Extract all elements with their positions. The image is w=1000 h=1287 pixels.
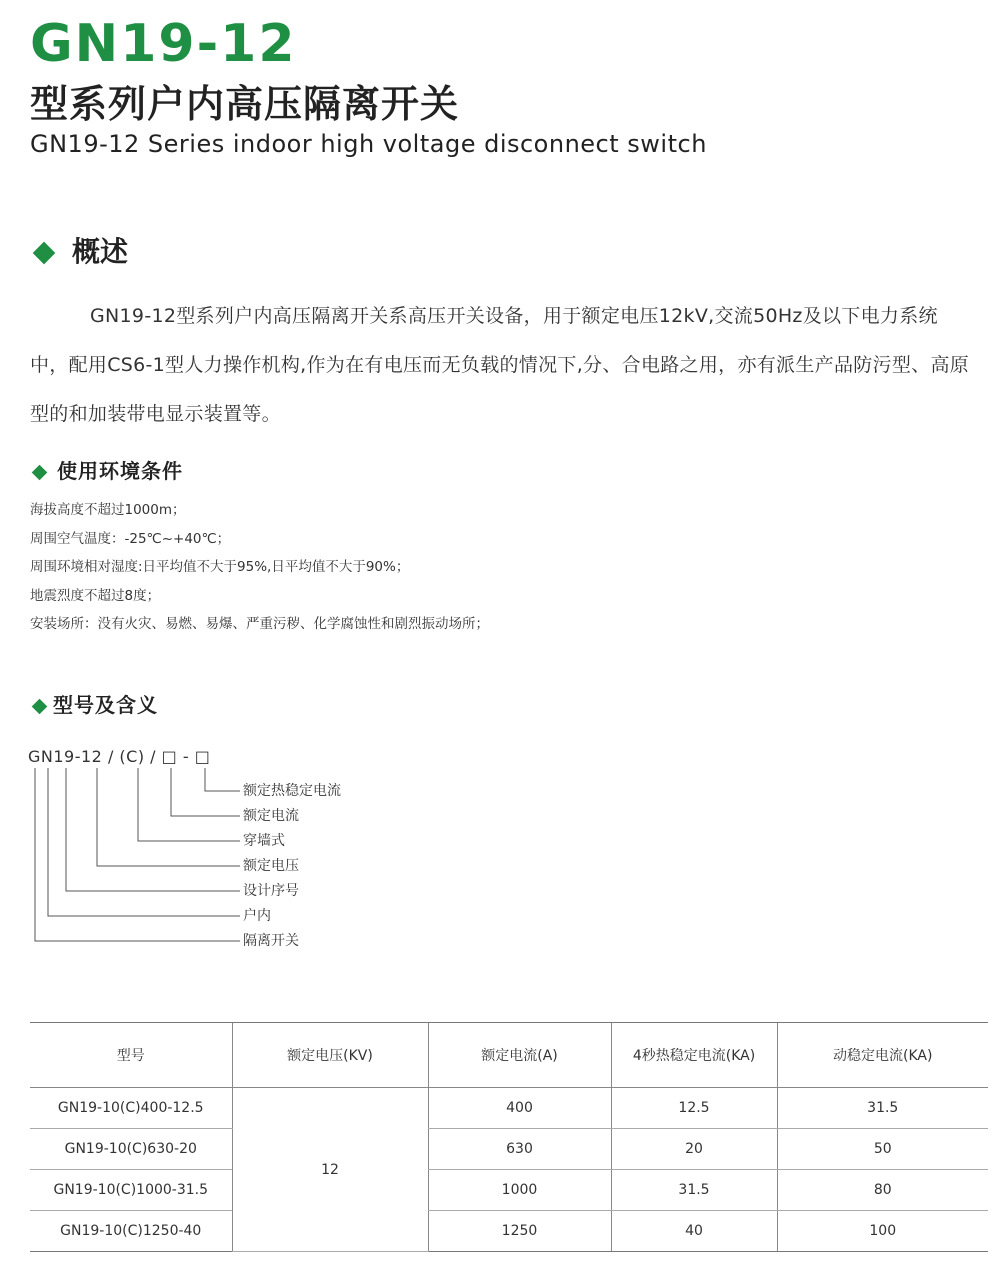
model-code-breakdown: GN19-12 / (C) / □ - □ <box>28 747 211 766</box>
leader-line <box>48 768 240 916</box>
leader-line <box>97 768 240 866</box>
cell-thermal: 40 <box>611 1211 777 1252</box>
legend-item: 额定电流 <box>243 808 299 824</box>
legend-item: 设计序号 <box>243 883 299 899</box>
legend-item: 户内 <box>243 908 271 924</box>
leader-line <box>205 768 240 791</box>
cell-model: GN19-10(C)1000-31.5 <box>30 1170 232 1211</box>
model-code-title: GN19-12 <box>30 14 297 74</box>
cell-thermal: 31.5 <box>611 1170 777 1211</box>
column-header-voltage: 额定电压(KV) <box>232 1023 428 1088</box>
cell-thermal: 20 <box>611 1129 777 1170</box>
table-row <box>30 1170 988 1211</box>
column-header-dynamic: 动稳定电流(KA) <box>777 1023 988 1088</box>
cell-current: 400 <box>428 1088 611 1129</box>
page-title-cn: 型系列户内高压隔离开关 <box>30 82 460 126</box>
cell-voltage: 12 <box>232 1088 428 1252</box>
table-row <box>30 1129 988 1170</box>
table-header-row <box>30 1023 988 1088</box>
cell-model: GN19-10(C)1250-40 <box>30 1211 232 1252</box>
column-header-model: 型号 <box>30 1023 232 1088</box>
leader-line <box>138 768 240 841</box>
cell-thermal: 12.5 <box>611 1088 777 1129</box>
cell-dynamic: 80 <box>777 1170 988 1211</box>
legend-item: 额定电压 <box>243 858 299 874</box>
cell-dynamic: 31.5 <box>777 1088 988 1129</box>
table-row <box>30 1211 988 1252</box>
column-header-current: 额定电流(A) <box>428 1023 611 1088</box>
overview-paragraph: GN19-12型系列户内高压隔离开关系高压开关设备，用于额定电压12kV,交流50Hz及以下电力系统中，配用CS6-1型人力操作机构,作为在有电压而无负载的情况下,分、合电路之用，亦有派生产品防污型、高原型的和加装带电显示装置等。 <box>30 305 970 425</box>
cell-current: 630 <box>428 1129 611 1170</box>
legend-item: 隔离开关 <box>243 933 299 949</box>
cell-model: GN19-10(C)400-12.5 <box>30 1088 232 1129</box>
cell-current: 1250 <box>428 1211 611 1252</box>
table-row <box>30 1088 988 1129</box>
cell-model: GN19-10(C)630-20 <box>30 1129 232 1170</box>
model-meaning-heading-text: 型号及含义 <box>53 693 158 717</box>
cell-dynamic: 50 <box>777 1129 988 1170</box>
overview-heading-text: 概述 <box>72 235 129 268</box>
page-title-en: GN19-12 Series indoor high voltage disconnect switch <box>30 130 707 158</box>
list-item: 地震烈度不超过8度； <box>30 587 161 604</box>
list-item: 周围空气温度：-25℃~+40℃； <box>30 530 231 547</box>
column-header-thermal: 4秒热稳定电流(KA) <box>611 1023 777 1088</box>
list-item: 安装场所：没有火灾、易燃、易爆、严重污秽、化学腐蚀性和剧烈振动场所； <box>30 616 489 632</box>
cell-current: 1000 <box>428 1170 611 1211</box>
list-item: 周围环境相对湿度:日平均值不大于95%,日平均值不大于90%； <box>30 559 410 575</box>
legend-item: 额定热稳定电流 <box>243 783 341 799</box>
leader-line <box>66 768 240 891</box>
legend-item: 穿墙式 <box>243 833 285 849</box>
list-item: 海拔高度不超过1000m； <box>30 502 186 518</box>
environment-heading-text: 使用环境条件 <box>57 459 183 483</box>
cell-dynamic: 100 <box>777 1211 988 1252</box>
spec-table <box>30 1022 988 1252</box>
